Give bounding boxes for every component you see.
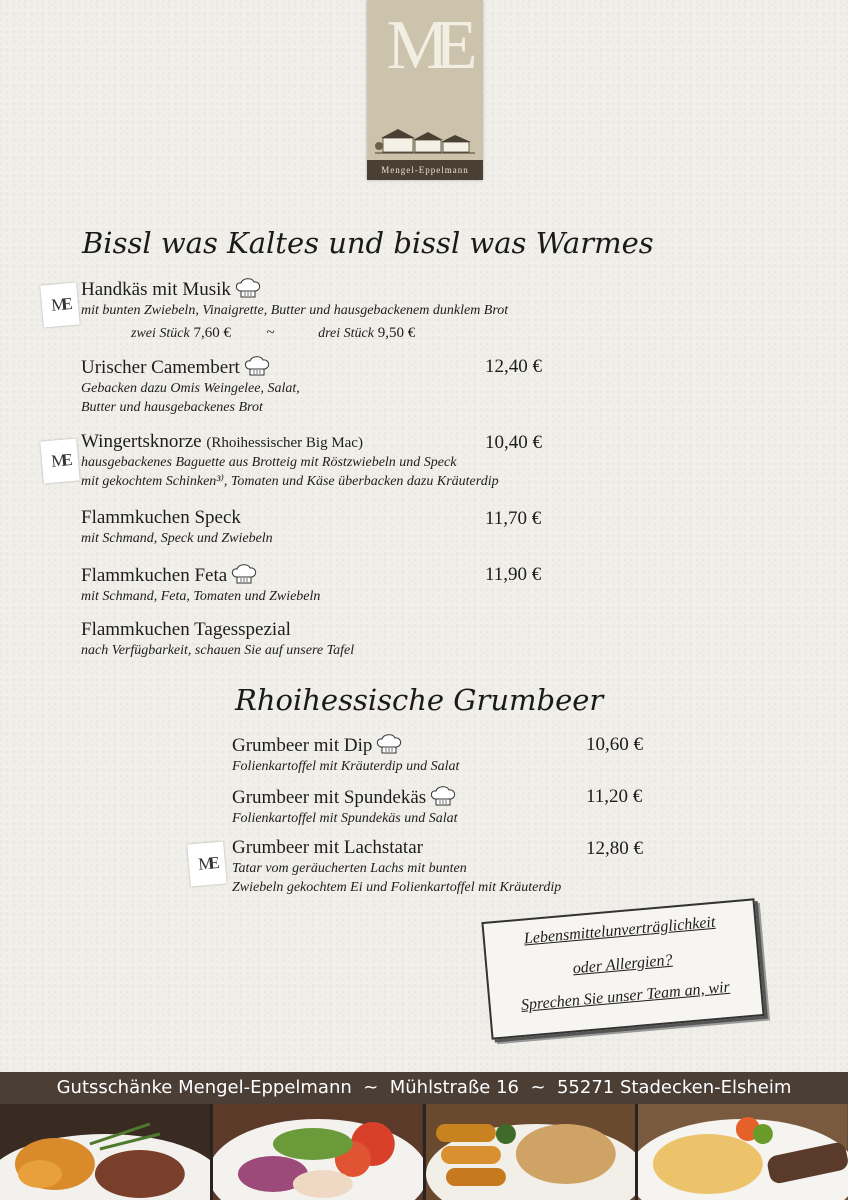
allergy-note [481, 898, 764, 1039]
item-name: Wingertsknorze [81, 431, 202, 452]
item-description: mit bunten Zwiebeln, Vinaigrette, Butter und hausgebackenem dunklem Brot [81, 303, 509, 318]
size-label: zwei Stück [131, 326, 190, 341]
size-price: 9,50 € [377, 325, 416, 341]
item-price: 12,40 € [485, 356, 542, 377]
food-photo-strip [0, 1104, 848, 1200]
menu-item-grumbeer-lachstatar [232, 837, 561, 897]
menu-item-flammkuchen-feta [81, 563, 320, 606]
item-description: mit Schmand, Speck und Zwiebeln [81, 531, 273, 546]
food-photo-schnitzel [426, 1104, 636, 1200]
menu-item-flammkuchen-tagesspezial [81, 619, 354, 660]
item-description: Tatar vom geräucherten Lachs mit bunten [232, 861, 467, 876]
chef-hat-icon [243, 355, 271, 377]
item-description: Gebacken dazu Omis Weingelee, Salat, [81, 381, 300, 396]
item-price: 11,70 € [485, 508, 542, 529]
menu-item-wingertsknorze [81, 431, 499, 491]
allergy-note-line: oder Allergien? [572, 951, 674, 978]
item-name: Grumbeer mit Dip [232, 735, 373, 756]
item-price: 10,60 € [586, 734, 643, 755]
item-description: Folienkartoffel mit Spundekäs und Salat [232, 811, 458, 826]
section-title-grumbeer: Rhoihessische Grumbeer [235, 683, 604, 717]
menu-item-camembert [81, 355, 300, 417]
item-name: Grumbeer mit Lachstatar [232, 837, 423, 858]
item-price: 12,80 € [586, 838, 643, 859]
item-name: Flammkuchen Tagesspezial [81, 619, 291, 640]
allergy-note-line: Sprechen Sie unser Team an, wir [520, 978, 731, 1014]
item-name: Flammkuchen Speck [81, 507, 241, 528]
me-badge: ME [187, 842, 227, 887]
item-description: mit Schmand, Feta, Tomaten und Zwiebeln [81, 589, 321, 604]
footer-address [0, 1072, 848, 1104]
item-name: Flammkuchen Feta [81, 565, 228, 586]
logo-monogram: ME [386, 7, 464, 84]
logo [367, 0, 483, 180]
food-photo-salad [213, 1104, 423, 1200]
item-name: Handkäs mit Musik [81, 279, 231, 300]
menu-item-grumbeer-dip [232, 733, 459, 776]
item-name: Grumbeer mit Spundekäs [232, 787, 427, 808]
chef-hat-icon [429, 785, 457, 807]
item-description: mit gekochtem Schinken³⁾, Tomaten und Käse überbacken dazu Kräuterdip [81, 474, 499, 489]
item-description: Butter und hausgebackenes Brot [81, 400, 263, 415]
item-price: 11,20 € [586, 786, 643, 807]
size-label: drei Stück [318, 326, 374, 341]
allergy-note-line: Lebensmittelunverträglichkeit [523, 913, 716, 948]
item-description: Zwiebeln gekochtem Ei und Folienkartoffel mit Kräuterdip [232, 880, 562, 895]
item-name: Urischer Camembert [81, 357, 240, 378]
item-description: nach Verfügbarkeit, schauen Sie auf unsere Tafel [81, 643, 355, 658]
chef-hat-icon [230, 563, 258, 585]
chef-hat-icon [234, 277, 262, 299]
size-price: 7,60 € [193, 325, 231, 341]
chef-hat-icon [375, 733, 403, 755]
food-photo-spaetzle [638, 1104, 848, 1200]
footer-text: Gutsschänke Mengel-Eppelmann ~ Mühlstraße 16 ~ 55271 Stadecken-Elsheim [56, 1077, 792, 1098]
item-description: hausgebackenes Baguette aus Brotteig mit Röstzwiebeln und Speck [81, 455, 457, 470]
menu-item-grumbeer-spundekaes [232, 785, 458, 828]
item-subtitle: (Rhoihessischer Big Mac) [206, 435, 363, 451]
size-separator: ~ [266, 325, 275, 341]
item-price: 11,90 € [485, 564, 542, 585]
item-description: Folienkartoffel mit Kräuterdip und Salat [232, 759, 460, 774]
me-badge: ME [40, 283, 80, 328]
food-photo-steak [0, 1104, 210, 1200]
section-title-warm-cold: Bissl was Kaltes und bissl was Warmes [82, 226, 654, 260]
house-illustration-icon [375, 126, 475, 156]
menu-item-handkaes [81, 277, 508, 320]
logo-caption: Mengel-Eppelmann [367, 160, 483, 180]
me-badge: ME [40, 439, 80, 484]
size-options [131, 325, 415, 342]
item-price: 10,40 € [485, 432, 542, 453]
menu-item-flammkuchen-speck [81, 507, 273, 548]
